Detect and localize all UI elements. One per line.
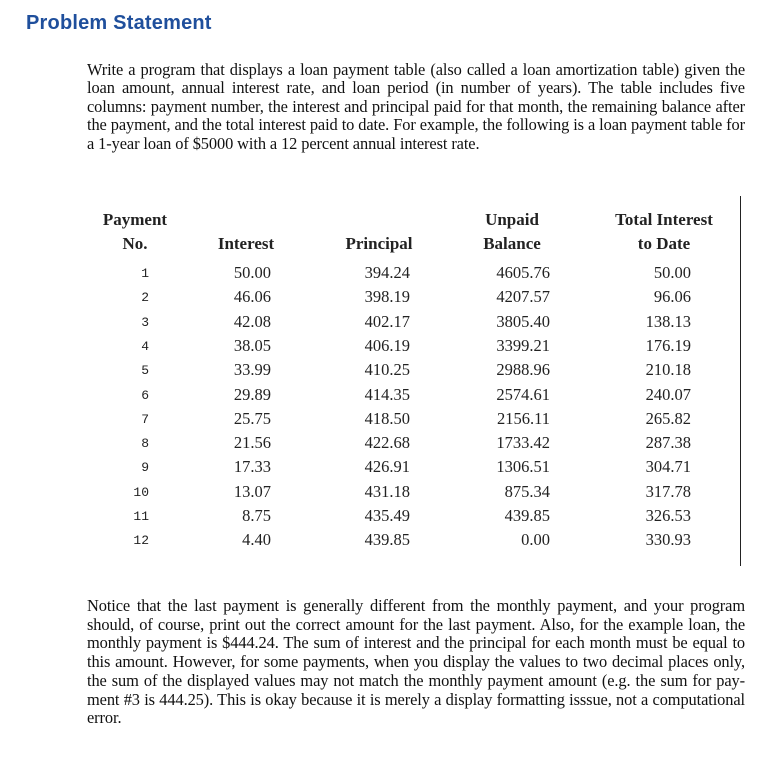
payment-no-cell: 4	[141, 338, 149, 354]
total-interest-cell: 96.06	[653, 287, 691, 307]
header-unpaid-balance	[462, 208, 562, 256]
payment-no-cell: 6	[141, 387, 149, 403]
table-row	[0, 263, 783, 287]
total-interest-cell: 240.07	[645, 384, 691, 404]
unpaid-balance-cell: 875.34	[504, 481, 550, 501]
unpaid-balance-cell: 3805.40	[496, 311, 550, 331]
principal-cell: 402.17	[364, 311, 410, 331]
interest-cell: 29.89	[233, 384, 271, 404]
header-line: No.	[122, 234, 148, 253]
unpaid-balance-cell: 4207.57	[496, 287, 550, 307]
principal-cell: 435.49	[364, 506, 410, 525]
unpaid-balance-cell: 2574.61	[496, 384, 550, 404]
payment-no-cell: 12	[133, 533, 149, 549]
principal-cell: 426.91	[364, 457, 410, 477]
interest-cell: 4.40	[242, 530, 271, 550]
table-row	[0, 409, 783, 433]
table-row	[0, 360, 783, 384]
principal-cell: 431.18	[364, 481, 410, 501]
payment-no-cell: 1	[141, 266, 149, 281]
unpaid-balance-cell: 439.85	[504, 506, 550, 525]
table-row	[0, 336, 783, 360]
total-interest-cell: 326.53	[645, 506, 691, 525]
principal-cell: 418.50	[364, 408, 410, 428]
principal-cell: 394.24	[364, 263, 410, 282]
header-principal	[319, 208, 439, 256]
interest-cell: 38.05	[233, 335, 271, 355]
interest-cell: 21.56	[233, 433, 271, 453]
header-line: to Date	[637, 234, 691, 253]
total-interest-cell: 138.13	[645, 311, 691, 331]
payment-no-cell: 2	[141, 290, 149, 306]
total-interest-cell: 330.93	[645, 530, 691, 550]
interest-cell: 33.99	[233, 360, 271, 380]
payment-no-cell: 10	[133, 484, 149, 500]
unpaid-balance-cell: 2988.96	[496, 360, 550, 380]
header-line: Total Interest	[615, 210, 713, 229]
unpaid-balance-cell: 1306.51	[496, 457, 550, 477]
header-line: Unpaid	[485, 210, 539, 229]
header-line	[196, 208, 296, 232]
unpaid-balance-cell: 0.00	[521, 530, 550, 550]
header-line	[319, 208, 439, 232]
unpaid-balance-cell: 4605.76	[496, 263, 550, 282]
principal-cell: 410.25	[364, 360, 410, 380]
table-row	[0, 482, 783, 506]
table-row	[0, 457, 783, 481]
interest-cell: 13.07	[233, 481, 271, 501]
total-interest-cell: 287.38	[645, 433, 691, 453]
header-line: Interest	[217, 234, 275, 253]
principal-cell: 406.19	[364, 335, 410, 355]
total-interest-cell: 176.19	[645, 335, 691, 355]
header-line: Principal	[345, 234, 413, 253]
header-line: Payment	[102, 210, 168, 229]
interest-cell: 25.75	[233, 408, 271, 428]
header-interest	[196, 208, 296, 256]
interest-cell: 50.00	[233, 263, 271, 282]
header-total-interest	[599, 208, 729, 256]
table-row	[0, 506, 783, 530]
interest-cell: 17.33	[233, 457, 271, 477]
total-interest-cell: 210.18	[645, 360, 691, 380]
unpaid-balance-cell: 2156.11	[496, 408, 550, 428]
total-interest-cell: 304.71	[645, 457, 691, 477]
principal-cell: 398.19	[364, 287, 410, 307]
payment-no-cell: 7	[141, 411, 149, 427]
vertical-rule	[740, 196, 741, 566]
unpaid-balance-cell: 1733.42	[496, 433, 550, 453]
principal-cell: 422.68	[364, 433, 410, 453]
table-row	[0, 385, 783, 409]
total-interest-cell: 265.82	[645, 408, 691, 428]
payment-no-cell: 9	[141, 460, 149, 476]
payment-no-cell: 11	[133, 509, 149, 524]
payment-no-cell: 3	[141, 314, 149, 330]
total-interest-cell: 317.78	[645, 481, 691, 501]
notice-paragraph: Notice that the last payment is generally different from the monthly payment, and your program should, of course, print out the correct amount for the last payment. Also, for the example loan, the monthly payment is $444.24. The sum of interest and the principal for each month must be equal to this amount. However, for some payments, when you display the values to two decimal places only, the sum of the displayed values may not match the monthly payment amount (e.g. the sum for pay-ment #3 is 444.25). This is okay because it is merely a display formatting isssue, not a computational error.	[87, 596, 745, 728]
interest-cell: 42.08	[233, 311, 271, 331]
page-title: Problem Statement	[26, 12, 212, 34]
payment-no-cell: 8	[141, 436, 149, 452]
header-payment-no	[85, 208, 185, 256]
interest-cell: 46.06	[233, 287, 271, 307]
header-line: Balance	[483, 234, 541, 253]
interest-cell: 8.75	[242, 506, 271, 525]
total-interest-cell: 50.00	[653, 263, 691, 282]
principal-cell: 414.35	[364, 384, 410, 404]
table-row	[0, 312, 783, 336]
intro-paragraph: Write a program that displays a loan payment table (also called a loan amortization table) given the loan amount, annual interest rate, and loan period (in number of years). The table includes five columns: payment number, the interest and principal paid for that month, the remaining balance after the payment, and the total interest paid to date. For example, the following is a loan payment table for a 1-year loan of $5000 with a 12 percent annual interest rate.	[87, 60, 745, 153]
table-row	[0, 530, 783, 554]
unpaid-balance-cell: 3399.21	[496, 335, 550, 355]
principal-cell: 439.85	[364, 530, 410, 550]
table-row	[0, 287, 783, 311]
payment-no-cell: 5	[141, 363, 149, 379]
table-row	[0, 433, 783, 457]
